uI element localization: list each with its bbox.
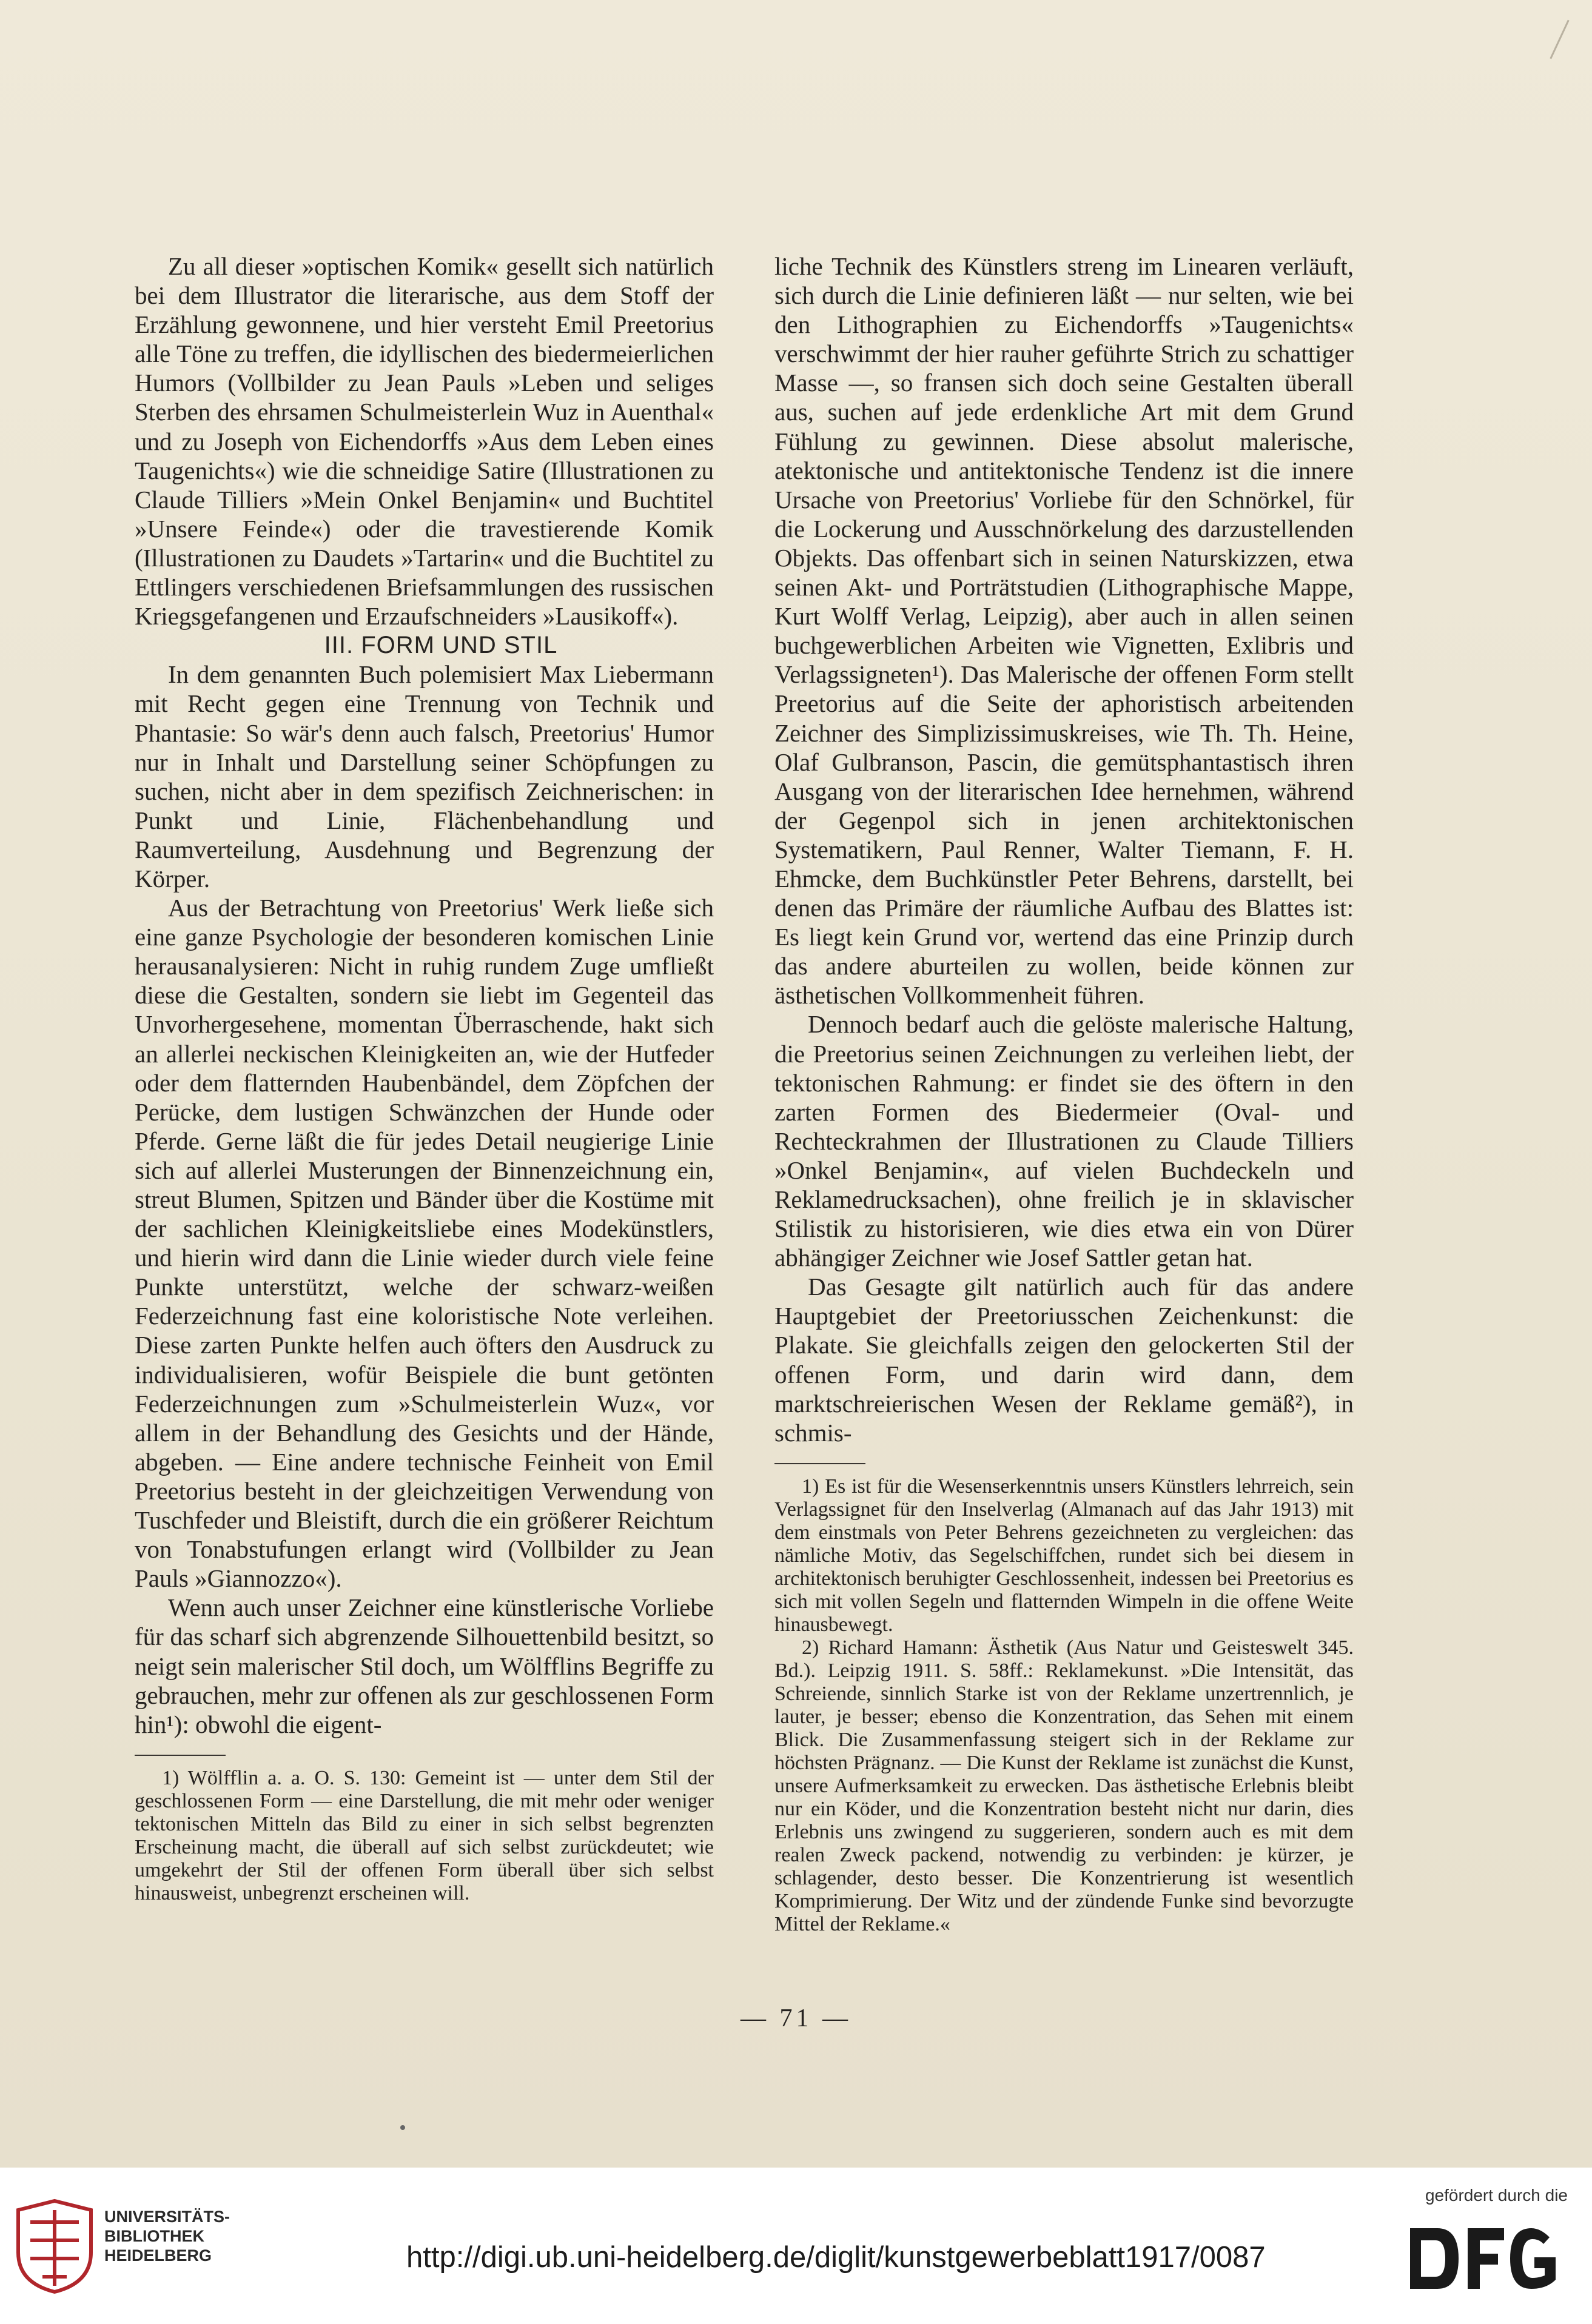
footnotes	[135, 1767, 714, 1905]
footnote-divider	[135, 1755, 226, 1756]
paragraph: In dem genannten Buch polemisiert Max Liebermann mit Recht gegen eine Trennung von Technik und Phantasie: So wär's denn auch falsch, Preetorius' Humor nur in Inhalt und Darstellung seiner Schöpfungen zu suchen, nicht aber in dem spezifisch Zeichnerischen: in Punkt und Linie, Flächenbehandlung und Raumverteilung, Ausdehnung und Begrenzung der Körper.	[135, 660, 714, 892]
footnote: 2) Richard Hamann: Ästhetik (Aus Natur und Geisteswelt 345. Bd.). Leipzig 1911. S. 58ff.: Reklamekunst. »Die Intensität, das Schreiende, sinnlich Starke ist von der Reklame unzertrennlich, je lauter, je besser; ebenso die Konzentration, das Sehen mit einem Blick. Die Zusammenfassung steigert sich in der Reklame zur höchsten Prägnanz. — Die Kunst der Reklame ist zunächst die Kunst, unsere Aufmerksamkeit zu erwecken. Das ästhetische Erlebnis bleibt nur ein Köder, und die Konzentration besteht nicht nur darin, dies Erlebnis uns zwingend zu suggerieren, sondern auch es mit dem realen Zweck packend, notwendig zu verbinden: je kürzer, je schlagender, desto besser. Die Konzentrierung ist wesentlich Komprimierung. Der Witz und der zündende Funke sind bevorzugte Mittel der Reklame.«	[774, 1636, 1354, 1935]
paragraph: liche Technik des Künstlers streng im Linearen verläuft, sich durch die Linie definieren läßt — nur selten, wie bei den Lithographien zu Eichendorffs »Taugenichts« verschwimmt der hier rauher geführte Strich zu schattiger Masse —, so fransen sich doch seine Gestalten überall aus, suchen auf jede erdenkliche Art mit dem Grund Fühlung zu gewinnen. Diese absolut malerische, atektonische und antitektonische Tendenz ist die innere Ursache von Preetorius' Vorliebe für den Schnörkel, für die Lockerung und Ausschnörkelung des darzustellenden Objekts. Das offenbart sich in seinen Naturskizzen, etwa seinen Akt- und Porträtstudien (Lithographische Mappe, Kurt Wolff Verlag, Leipzig), aber auch in allen seinen buchgewerblichen Arbeiten wie Vignetten, Exlibris und Verlagssigneten¹). Das Malerische der offenen Form stellt Preetorius auf die Seite der aphoristisch arbeitenden Zeichner des Simplizissimuskreises, wie Th. Th. Heine, Olaf Gulbranson, Pascin, die gemütsphantastisch ihren Ausgang von der literarischen Idee hernehmen, während der Gegenpol sich in jenen architektonischen Systematikern, Paul Renner, Walter Tiemann, F. H. Ehmcke, dem Buchkünstler Peter Behrens, darstellt, bei denen das Primäre der räumliche Aufbau des Blattes ist: Es liegt kein Grund vor, wertend das eine Prinzip durch das andere aburteilen zu wollen, beide können zur ästhetischen Vollkommenheit führen.	[774, 252, 1354, 1010]
paragraph: Dennoch bedarf auch die gelöste malerische Haltung, die Preetorius seinen Zeichnungen zu verleihen liebt, der tektonischen Rahmung: er findet sie des öftern in den zarten Formen des Biedermeier (Oval- und Rechteckrahmen der Illustrationen zu Claude Tilliers »Onkel Benjamin«, auf vielen Buchdeckeln und Reklamedrucksachen), ohne freilich je in sklavischer Stilistik zu historisieren, wie dies etwa ein von Dürer abhängiger Zeichner wie Josef Sattler getan hat.	[774, 1010, 1354, 1272]
footnote: 1) Es ist für die Wesenserkenntnis unsers Künstlers lehrreich, sein Verlagssignet für den Inselverlag (Almanach auf das Jahr 1913) mit dem einstmals von Peter Behrens gezeichneten zu vergleichen: das nämliche Motiv, das Segelschiffchen, rundet sich bei diesem in architektonisch beruhigter Geschlossenheit, indessen bei Preetorius es sich mit vollen Segeln und flatternden Wimpeln in die offene Weite hinausbewegt.	[774, 1475, 1354, 1636]
footnote: 1) Wölfflin a. a. O. S. 130: Gemeint ist — unter dem Stil der geschlossenen Form — eine Darstellung, die mit mehr oder weniger tektonischen Mitteln das Bild zu einer in sich selbst begrenzten Erscheinung macht, die überall auf sich selbst zurückdeutet; wie umgekehrt der Stil der offenen Form überall über sich selbst hinausweist, unbegrenzt erscheinen will.	[135, 1766, 714, 1904]
page-number: — 71 —	[741, 2004, 851, 2032]
ink-speck	[400, 2125, 405, 2130]
permalink-url[interactable]: http://digi.ub.uni-heidelberg.de/diglit/kunstgewerbeblatt1917/0087	[406, 2241, 1266, 2274]
funding-label: gefördert durch die	[1425, 2186, 1568, 2205]
library-name-line: HEIDELBERG	[104, 2246, 212, 2265]
right-column	[774, 252, 1354, 1936]
funder-name: DFG	[1410, 2222, 1412, 2223]
paragraph: Das Gesagte gilt natürlich auch für das andere Hauptgebiet der Preetoriusschen Zeichenkunst: die Plakate. Sie gleichfalls zeigen den gelockerten Stil der offenen Form, und darin wird dann, dem marktschreierischen Wesen der Reklame gemäß²), in schmis-	[774, 1273, 1354, 1447]
university-seal-icon	[12, 2198, 97, 2295]
left-column	[135, 252, 714, 1905]
section-heading: III. FORM UND STIL	[324, 632, 558, 659]
library-name-line: UNIVERSITÄTS-	[104, 2208, 230, 2226]
library-name-line: BIBLIOTHEK	[104, 2227, 204, 2245]
viewer-footer	[0, 2168, 1592, 2324]
library-name	[104, 2207, 230, 2265]
paragraph: Aus der Betrachtung von Preetorius' Werk ließe sich eine ganze Psychologie der besonderen komischen Linie herausanalysieren: Nicht in ruhig rundem Zuge umfließt diese die Gestalten, sondern sie liebt im Gegenteil das Unvorhergesehene, momentan Überraschende, hakt sich an allerlei neckischen Kleinigkeiten an, wie der Hutfeder oder dem flatternden Haubenbändel, dem Zöpfchen der Perücke, dem lustigen Schwänzchen der Hunde oder Pferde. Gerne läßt die für jedes Detail neugierige Linie sich auf allerlei Musterungen der Binnenzeichnung ein, streut Blumen, Spitzen und Bänder über die Kostüme mit der sachlichen Kleinigkeitsliebe eines Modekünstlers, und hierin wird dann die Linie wieder durch viele feine Punkte unterstützt, welche der schwarz-weißen Federzeichnung fast eine koloristische Note verleihen. Diese zarten Punkte helfen auch öfters den Ausdruck zu individualisieren, wofür Beispiele die bunt getönten Federzeichnungen zum »Schulmeisterlein Wuz«, vor allem in der Behandlung des Gesichts und der Hände, abgeben. — Eine andere technische Feinheit von Emil Preetorius besteht in der gleichzeitigen Verwendung von Tuschfeder und Bleistift, durch die ein größerer Reichtum von Tonabstufungen erlangt wird (Vollbilder zu Jean Pauls »Giannozzo«).	[135, 894, 714, 1593]
paragraph: Wenn auch unser Zeichner eine künstlerische Vorliebe für das scharf sich abgrenzende Silhouettenbild besitzt, so neigt sein malerischer Stil doch, um Wölfflins Begriffe zu gebrauchen, mehr zur offenen als zur geschlossenen Form hin¹): obwohl die eigent-	[135, 1593, 714, 1738]
paragraph: Zu all dieser »optischen Komik« gesellt sich natürlich bei dem Illustrator die literarische, aus dem Stoff der Erzählung gewonnene, und hier versteht Emil Preetorius alle Töne zu treffen, die idyllischen des biedermeierlichen Humors (Vollbilder zu Jean Pauls »Leben und seliges Sterben des ehrsamen Schulmeisterlein Wuz in Auenthal« und zu Joseph von Eichendorffs »Aus dem Leben eines Taugenichts«) wie die schneidige Satire (Illustrationen zu Claude Tilliers »Mein Onkel Benjamin« und Buchtitel »Unsere Feinde«) oder die travestierende Komik (Illustrationen zu Daudets »Tartarin« und die Buchtitel zu Ettlingers verschiedenen Briefsammlungen des russischen Kriegsgefangenen und Erzaufschneiders »Lausikoff«).	[135, 252, 714, 631]
dfg-logo	[1410, 2222, 1568, 2295]
footnotes	[774, 1475, 1354, 1936]
footnote-divider	[774, 1463, 865, 1464]
page-edge-mark	[1550, 20, 1569, 59]
